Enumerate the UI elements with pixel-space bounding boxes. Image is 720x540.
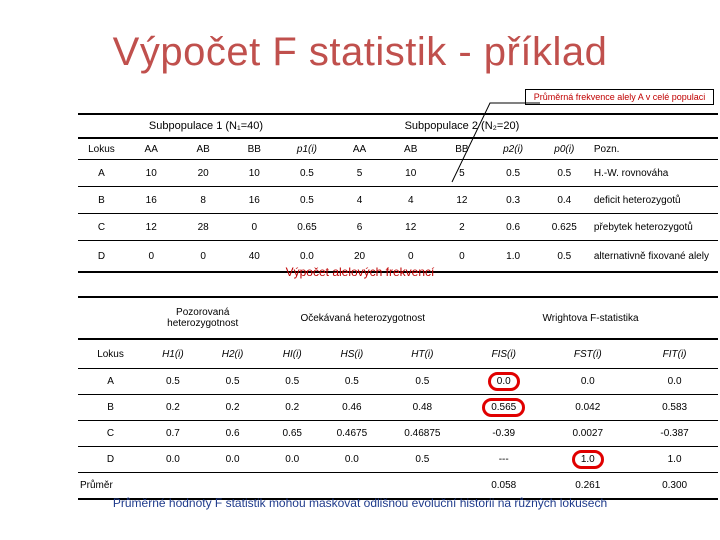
cell-note: H.-W. rovnováha — [590, 160, 718, 187]
cell: 0 — [436, 241, 487, 273]
cell: C — [78, 214, 125, 241]
cell: 4 — [334, 187, 385, 214]
col-lokus: Lokus — [78, 339, 143, 369]
cell: 0.0 — [631, 369, 718, 395]
cell-note: alternativně fixované alely — [590, 241, 718, 273]
cell: 0.5 — [322, 369, 382, 395]
cell: 0.5 — [262, 369, 322, 395]
cell: A — [78, 369, 143, 395]
cell: 0.0 — [322, 447, 382, 473]
col-aa2: AA — [334, 138, 385, 160]
col-bb2: BB — [436, 138, 487, 160]
cell: 0.0 — [143, 447, 203, 473]
genotype-table — [78, 113, 718, 273]
cell: 0.0027 — [544, 421, 631, 447]
table-row — [78, 369, 718, 395]
table-row — [78, 187, 718, 214]
table-row — [78, 447, 718, 473]
cell: 0.583 — [631, 395, 718, 421]
cell: 0 — [229, 214, 280, 241]
highlight-circle: 0.565 — [482, 398, 525, 417]
footer-note: Průměrné hodnoty F statistik mohou maskovat odlišnou evoluční historii na různých lokusech — [112, 496, 608, 510]
cell: 0 — [125, 241, 178, 273]
col-fis: FIS(i) — [463, 339, 544, 369]
table-row — [78, 214, 718, 241]
cell: 0.0 — [280, 241, 334, 273]
cell-note: přebytek heterozygotů — [590, 214, 718, 241]
cell: 0.5 — [382, 447, 463, 473]
cell: 0.46875 — [382, 421, 463, 447]
cell: 5 — [436, 160, 487, 187]
cell: 10 — [229, 160, 280, 187]
cell: 4 — [385, 187, 436, 214]
avg-fit: 0.300 — [631, 473, 718, 500]
col-h1: H1(i) — [143, 339, 203, 369]
callout-box: Průměrná frekvence alely A v celé populaci — [525, 89, 714, 105]
cell: 1.0 — [631, 447, 718, 473]
group-expected: Očekávaná heterozygotnost — [262, 297, 463, 339]
cell: 0.042 — [544, 395, 631, 421]
cell: 0.5 — [280, 160, 334, 187]
cell: 0.3 — [488, 187, 539, 214]
cell: 0.5 — [143, 369, 203, 395]
col-aa1: AA — [125, 138, 178, 160]
cell: 16 — [229, 187, 280, 214]
cell: 0.2 — [143, 395, 203, 421]
cell: 0.5 — [280, 187, 334, 214]
table1-column-headers — [78, 138, 718, 160]
cell: B — [78, 395, 143, 421]
subpop1-header: Subpopulace 1 (N₁=40) — [78, 114, 334, 138]
cell: 20 — [334, 241, 385, 273]
group-observed: Pozorovaná heterozygotnost — [143, 297, 262, 339]
table-row — [78, 160, 718, 187]
cell: 0.5 — [488, 160, 539, 187]
table-row — [78, 395, 718, 421]
col-fit: FIT(i) — [631, 339, 718, 369]
cell: 6 — [334, 214, 385, 241]
highlight-circle: 0.0 — [488, 372, 520, 391]
cell: C — [78, 421, 143, 447]
avg-fis: 0.058 — [463, 473, 544, 500]
table-row — [78, 421, 718, 447]
cell: -0.39 — [463, 421, 544, 447]
cell: 1.0 — [488, 241, 539, 273]
col-h2: H2(i) — [203, 339, 263, 369]
cell: 0 — [385, 241, 436, 273]
cell: 40 — [229, 241, 280, 273]
cell: 20 — [178, 160, 229, 187]
group-wright: Wrightova F-statistika — [463, 297, 718, 339]
cell: 0.46 — [322, 395, 382, 421]
average-label: Průměr — [78, 473, 143, 500]
cell: 2 — [436, 214, 487, 241]
col-pozn: Pozn. — [590, 138, 718, 160]
col-p2: p2(i) — [488, 138, 539, 160]
cell: D — [78, 447, 143, 473]
cell: 12 — [125, 214, 178, 241]
cell: 0.5 — [539, 241, 590, 273]
cell: 12 — [436, 187, 487, 214]
cell: 0.2 — [262, 395, 322, 421]
cell: 0.5 — [382, 369, 463, 395]
f-statistics-table — [78, 296, 718, 500]
cell: A — [78, 160, 125, 187]
cell: 0.0 — [203, 447, 263, 473]
cell: 0.0 — [544, 369, 631, 395]
cell: 0.65 — [280, 214, 334, 241]
cell: 28 — [178, 214, 229, 241]
cell: 0.2 — [203, 395, 263, 421]
col-lokus: Lokus — [78, 138, 125, 160]
cell: 0.0 — [262, 447, 322, 473]
col-p0: p0(i) — [539, 138, 590, 160]
col-ht: HT(i) — [382, 339, 463, 369]
cell: 0.7 — [143, 421, 203, 447]
cell: --- — [463, 447, 544, 473]
cell: 10 — [385, 160, 436, 187]
col-ab2: AB — [385, 138, 436, 160]
cell: 0.4675 — [322, 421, 382, 447]
cell: 12 — [385, 214, 436, 241]
col-p1: p1(i) — [280, 138, 334, 160]
cell: 10 — [125, 160, 178, 187]
cell: -0.387 — [631, 421, 718, 447]
cell: 8 — [178, 187, 229, 214]
highlight-circle: 1.0 — [572, 450, 604, 469]
cell: D — [78, 241, 125, 273]
col-fst: FST(i) — [544, 339, 631, 369]
cell: 0.5 — [203, 369, 263, 395]
cell: 0.6 — [203, 421, 263, 447]
caption-allele-frequencies: Výpočet alelových frekvencí — [285, 265, 435, 279]
slide-title: Výpočet F statistik - příklad — [112, 30, 608, 74]
table2-column-headers — [78, 339, 718, 369]
cell: 5 — [334, 160, 385, 187]
cell: 0.5 — [539, 160, 590, 187]
cell: 16 — [125, 187, 178, 214]
cell: 0.4 — [539, 187, 590, 214]
col-bb1: BB — [229, 138, 280, 160]
cell: 0.625 — [539, 214, 590, 241]
cell: 0.6 — [488, 214, 539, 241]
col-ab1: AB — [178, 138, 229, 160]
cell: 0.65 — [262, 421, 322, 447]
col-hs: HS(i) — [322, 339, 382, 369]
cell: 0 — [178, 241, 229, 273]
avg-fst: 0.261 — [544, 473, 631, 500]
cell-note: deficit heterozygotů — [590, 187, 718, 214]
col-hi: HI(i) — [262, 339, 322, 369]
subpop2-header: Subpopulace 2 (N₂=20) — [334, 114, 590, 138]
cell: B — [78, 187, 125, 214]
cell: 0.48 — [382, 395, 463, 421]
